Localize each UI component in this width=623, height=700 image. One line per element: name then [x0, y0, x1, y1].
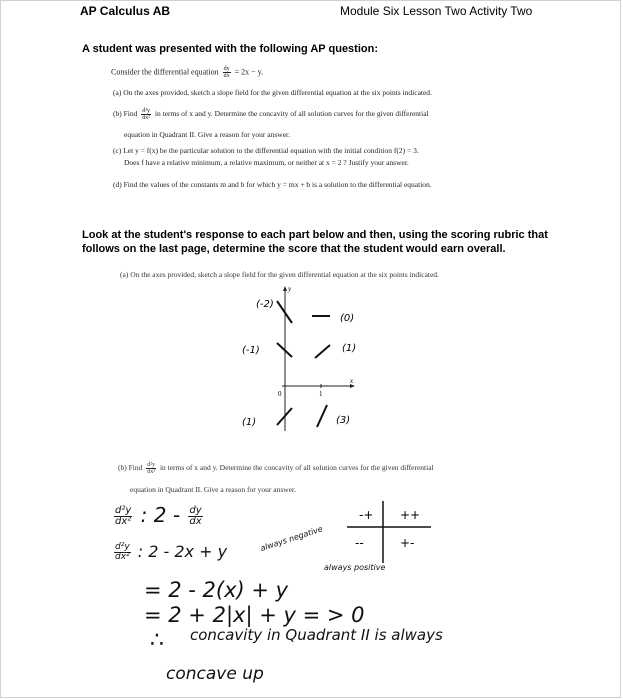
instructions-line2: follows on the last page, determine the score that the student would earn overall. [82, 243, 506, 255]
axis-x-label: x [350, 377, 354, 385]
hand-line-3: = 2 - 2(x) + y [144, 578, 289, 602]
hand2-lhs-den: dx² [115, 552, 130, 562]
annotation-positive: always positive [324, 563, 386, 572]
question-part-d: (d) Find the values of the constants m and b for which y = mx + b is a solution to the differential equation. [113, 180, 432, 189]
stem-suffix: = 2x − y. [234, 67, 264, 77]
y-axis-arrow [283, 286, 287, 291]
response-b-prompt-line2: equation in Quadrant II. Give a reason for your answer. [130, 485, 296, 494]
axis-origin-label: 0 [278, 390, 282, 398]
annotation-negative: always negative [259, 524, 324, 553]
question-part-c-line2: Does f have a relative minimum, a relative maximum, or neither at x = 2 ? Justify your answer. [124, 158, 409, 167]
label-bot-left: (1) [242, 417, 257, 428]
intro-heading: A student was presented with the following AP question: [82, 43, 378, 55]
label-top-right: (0) [340, 313, 355, 324]
instructions-line1: Look at the student's response to each part below and then, using the scoring rubric that [82, 229, 548, 241]
hand1-rhs-den: dx [189, 516, 202, 527]
label-mid-right: (1) [342, 343, 357, 354]
slope-field-sketch [220, 283, 380, 433]
hand-line-4: = 2 + 2|x| + y = > 0 [144, 603, 365, 627]
quad-tl: -+ [359, 508, 374, 522]
hand1-lhs-den: dx² [115, 516, 132, 527]
stem-fraction [223, 66, 231, 79]
hand1-rhs [188, 506, 202, 527]
course-title: AP Calculus AB [80, 4, 171, 18]
part-b-fraction [141, 108, 151, 121]
response-b-prompt-line1 [118, 462, 434, 475]
question-part-c-line1: (c) Let y = f(x) be the particular solution to the differential equation with the initial condition f(2) = 3. [113, 146, 419, 155]
quad-br: +- [400, 536, 415, 550]
question-stem [111, 66, 263, 79]
hand1-rhs-num: dy [189, 505, 202, 516]
label-top-left: (-2) [256, 299, 274, 310]
quadrant-sign-sketch [345, 497, 435, 567]
quad-bl: -- [355, 536, 364, 550]
hand-line-2 [112, 542, 227, 562]
part-b-suffix: in terms of x and y. Determine the concavity of all solution curves for the given differential [154, 109, 429, 119]
part-b-num: d²y [142, 108, 151, 114]
part-b-prefix: (b) Find [113, 109, 138, 119]
hand1-lhs [114, 506, 132, 527]
stem-num: dy [223, 66, 230, 72]
resp-b-fraction [146, 462, 156, 475]
hand-line-1 [112, 503, 205, 527]
hand-conclusion-1: concavity in Quadrant II is always [190, 626, 443, 644]
question-part-b-line2: equation in Quadrant II. Give a reason for your answer. [124, 130, 290, 139]
axis-y-label: y [288, 285, 292, 293]
resp-b-num: d²y [147, 462, 156, 468]
question-part-b-line1 [113, 108, 429, 121]
question-part-a: (a) On the axes provided, sketch a slope field for the given differential equation at the six points indicated. [113, 88, 432, 97]
quad-tr: ++ [400, 508, 421, 522]
hand2-rhs: : 2 - 2x + y [137, 542, 228, 561]
slope-mark-3 [317, 405, 327, 427]
label-bot-right: (3) [336, 415, 351, 426]
module-title: Module Six Lesson Two Activity Two [340, 4, 533, 18]
label-mid-left: (-1) [242, 345, 260, 356]
hand2-lhs-num: d²y [115, 542, 130, 552]
slope-mark-1-upper [315, 345, 330, 358]
resp-b-den: dx² [147, 469, 156, 475]
hand-conclusion-2: concave up [166, 664, 264, 684]
hand1-eq: : 2 - [140, 503, 181, 527]
response-a-prompt: (a) On the axes provided, sketch a slope field for the given differential equation at the six points indicated. [120, 270, 439, 279]
resp-b-suffix: in terms of x and y. Determine the concavity of all solution curves for the given differential [159, 463, 434, 473]
resp-b-prefix: (b) Find [118, 463, 143, 473]
stem-prefix: Consider the differential equation [111, 67, 219, 77]
hand2-lhs [114, 543, 131, 562]
part-b-den: dx² [142, 115, 151, 121]
axis-tick-1-label: 1 [319, 390, 323, 398]
stem-den: dx [223, 73, 230, 79]
hand1-lhs-num: d²y [115, 505, 132, 516]
therefore-symbol: ∴ [150, 628, 164, 653]
